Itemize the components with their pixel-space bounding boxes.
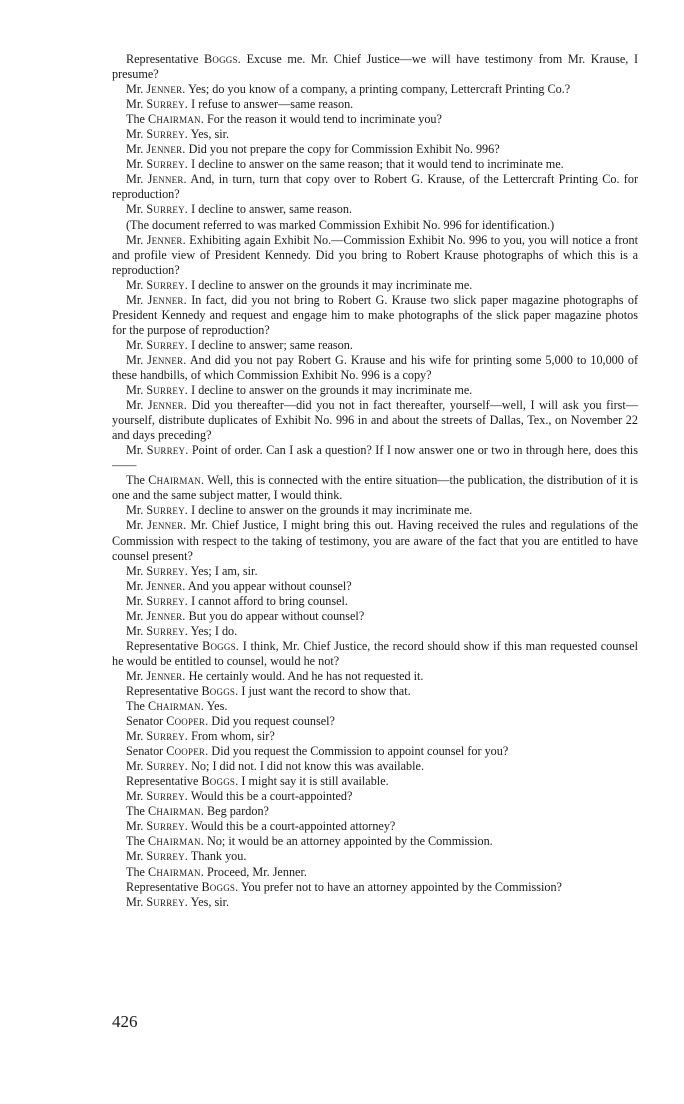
speaker-title: Mr.	[126, 232, 144, 247]
statement-text: I think, Mr. Chief Justice, the record should show if this man requested counsel he would be entitled to counsel, would he not?	[112, 638, 638, 668]
testimony-paragraph	[112, 865, 638, 880]
speaker-title: Mr.	[126, 503, 144, 518]
speaker-name: Chairman.	[148, 834, 204, 849]
statement-text: Mr. Chief Justice, I might bring this out. Having received the rules and regulations of the Commission with respect to the taking of testimony, you are aware of the fact that you are entitled to have counsel present?	[112, 518, 638, 563]
speaker-name: Jenner.	[146, 142, 186, 157]
statement-text: Did you thereafter—did you not in fact thereafter, yourself—well, I will ask you first—yourself, distribute duplicates of Exhibit No. 996 in and about the streets of Dallas, Tex., on November 22 and days preceding?	[112, 398, 639, 443]
testimony-paragraph	[112, 127, 638, 142]
speaker-name: Chairman.	[148, 864, 204, 879]
statement-text: I decline to answer on the grounds it may incriminate me.	[191, 503, 473, 518]
speaker-name: Surrey.	[146, 593, 189, 608]
statement-text: For the reason it would tend to incriminate you?	[207, 112, 442, 127]
speaker-name: Chairman.	[148, 112, 204, 127]
speaker-name: Jenner.	[146, 82, 186, 97]
testimony-paragraph	[112, 338, 638, 353]
speaker-name: Jenner.	[147, 398, 188, 413]
speaker-title: The	[126, 834, 145, 849]
speaker-name: Boggs.	[201, 774, 239, 789]
statement-text: No; I did not. I did not know this was available.	[191, 759, 424, 774]
speaker-name: Surrey.	[146, 443, 189, 458]
speaker-name: Surrey.	[146, 729, 189, 744]
speaker-title: Mr.	[126, 623, 144, 638]
statement-text: Exhibiting again Exhibit No.—Commission Exhibit No. 996 to you, you will notice a front and profile view of President Kennedy. Did you bring to Robert Krause photographs of which this is a reproduction?	[112, 232, 639, 277]
testimony-paragraph	[112, 804, 638, 819]
speaker-title: Mr.	[126, 352, 144, 367]
testimony-paragraph	[112, 52, 638, 82]
speaker-title: Mr.	[126, 759, 144, 774]
testimony-paragraph	[112, 594, 638, 609]
testimony-paragraph	[112, 699, 638, 714]
statement-text: Would this be a court-appointed?	[190, 789, 353, 804]
statement-text: And did you not pay Robert G. Krause and his wife for printing some 5,000 to 10,000 of these handbills, of which Commission Exhibit No. 996 is a copy?	[112, 352, 639, 382]
testimony-paragraph	[112, 624, 638, 639]
testimony-paragraph	[112, 97, 638, 112]
testimony-paragraph	[112, 82, 638, 97]
speaker-name: Jenner.	[146, 668, 186, 683]
speaker-title: Mr.	[126, 127, 144, 142]
speaker-title: Mr.	[126, 894, 144, 909]
testimony-paragraph	[112, 669, 638, 684]
testimony-paragraph	[112, 218, 638, 233]
speaker-title: Mr.	[126, 292, 144, 307]
testimony-paragraph	[112, 639, 638, 669]
speaker-name: Jenner.	[147, 352, 187, 367]
statement-text: Thank you.	[190, 849, 247, 864]
speaker-name: Chairman.	[148, 473, 205, 488]
testimony-paragraph	[112, 895, 638, 910]
testimony-paragraph	[112, 443, 638, 473]
speaker-title: Representative	[126, 879, 199, 894]
testimony-paragraph	[112, 880, 638, 895]
statement-text: I decline to answer; same reason.	[191, 337, 353, 352]
speaker-title: The	[126, 112, 145, 127]
statement-text: And you appear without counsel?	[187, 578, 352, 593]
speaker-title: Mr.	[126, 157, 144, 172]
statement-text: Yes.	[206, 699, 228, 714]
speaker-name: Surrey.	[146, 383, 189, 398]
statement-text: In fact, did you not bring to Robert G. Krause two slick paper magazine photographs of President Kennedy and request and engage him to make photographs of the slick paper magazine photos for the purpose of reproduction?	[112, 292, 639, 337]
speaker-title: Mr.	[126, 383, 144, 398]
testimony-paragraph	[112, 202, 638, 217]
testimony-paragraph	[112, 473, 638, 503]
testimony-paragraph	[112, 834, 638, 849]
speaker-name: Jenner.	[146, 578, 186, 593]
testimony-paragraph	[112, 157, 638, 172]
testimony-paragraph	[112, 503, 638, 518]
statement-text: I cannot afford to bring counsel.	[191, 593, 348, 608]
speaker-name: Boggs.	[201, 879, 239, 894]
testimony-paragraph	[112, 172, 638, 202]
statement-text: He certainly would. And he has not requested it.	[188, 668, 424, 683]
testimony-paragraph	[112, 233, 638, 278]
statement-text: No; it would be an attorney appointed by the Commission.	[207, 834, 493, 849]
statement-text: I decline to answer, same reason.	[191, 202, 353, 217]
speaker-name: Surrey.	[146, 503, 189, 518]
speaker-title: Mr.	[126, 277, 144, 292]
statement-text: Beg pardon?	[207, 804, 269, 819]
testimony-paragraph	[112, 579, 638, 594]
statement-text: Yes, sir.	[190, 894, 230, 909]
speaker-title: Mr.	[126, 202, 144, 217]
statement-text: Yes; I do.	[190, 623, 238, 638]
speaker-title: Representative	[126, 52, 199, 66]
testimony-paragraph	[112, 112, 638, 127]
speaker-title: Representative	[126, 774, 199, 789]
speaker-name: Surrey.	[146, 97, 189, 112]
statement-text: Did you not prepare the copy for Commission Exhibit No. 996?	[188, 142, 500, 157]
speaker-title: Mr.	[126, 729, 144, 744]
testimony-paragraph	[112, 744, 638, 759]
speaker-title: Mr.	[126, 142, 144, 157]
testimony-paragraph	[112, 684, 638, 699]
testimony-paragraph	[112, 293, 638, 338]
testimony-paragraph	[112, 789, 638, 804]
testimony-paragraph	[112, 398, 638, 443]
testimony-paragraph	[112, 759, 638, 774]
testimony-paragraph	[112, 353, 638, 383]
statement-text: Point of order. Can I ask a question? If I now answer one or two in through here, does this——	[112, 443, 639, 473]
speaker-name: Chairman.	[148, 699, 204, 714]
speaker-title: Mr.	[126, 593, 144, 608]
speaker-name: Surrey.	[146, 563, 189, 578]
statement-text: You prefer not to have an attorney appointed by the Commission?	[240, 879, 562, 894]
speaker-title: Senator	[126, 714, 164, 729]
speaker-name: Jenner.	[146, 608, 186, 623]
speaker-title: Senator	[126, 744, 164, 759]
speaker-title: Mr.	[126, 563, 144, 578]
testimony-paragraph	[112, 142, 638, 157]
statement-text: I decline to answer on the grounds it may incriminate me.	[191, 383, 473, 398]
testimony-paragraph	[112, 518, 638, 563]
speaker-title: Mr.	[126, 849, 144, 864]
statement-text: Did you request counsel?	[211, 714, 335, 729]
page-number: 426	[112, 1012, 138, 1031]
speaker-name: Surrey.	[146, 277, 189, 292]
speaker-title: Mr.	[126, 443, 144, 458]
statement-text: Yes; I am, sir.	[190, 563, 258, 578]
testimony-paragraph	[112, 714, 638, 729]
speaker-title: Mr.	[126, 668, 144, 683]
statement-text: I refuse to answer—same reason.	[191, 97, 354, 112]
speaker-name: Cooper.	[166, 744, 209, 759]
statement-text: Excuse me. Mr. Chief Justice—we will have testimony from Mr. Krause, I presume?	[112, 52, 639, 82]
speaker-name: Surrey.	[146, 202, 189, 217]
speaker-name: Jenner.	[147, 292, 187, 307]
speaker-name: Surrey.	[146, 849, 189, 864]
statement-text: I just want the record to show that.	[241, 683, 411, 698]
statement-text: I might say it is still available.	[241, 774, 389, 789]
speaker-title: The	[126, 473, 145, 488]
transcript-body	[112, 52, 638, 910]
speaker-title: Representative	[126, 683, 199, 698]
speaker-title: Mr.	[126, 819, 144, 834]
speaker-name: Surrey.	[146, 894, 189, 909]
speaker-name: Surrey.	[146, 759, 189, 774]
speaker-name: Boggs.	[202, 638, 240, 653]
speaker-title: Mr.	[126, 578, 144, 593]
testimony-paragraph	[112, 729, 638, 744]
speaker-title: The	[126, 864, 145, 879]
statement-text: But you do appear without counsel?	[188, 608, 365, 623]
speaker-title: Mr.	[126, 789, 144, 804]
testimony-paragraph	[112, 278, 638, 293]
speaker-name: Surrey.	[146, 789, 189, 804]
speaker-name: Cooper.	[166, 714, 209, 729]
speaker-name: Jenner.	[146, 232, 186, 247]
testimony-paragraph	[112, 774, 638, 789]
speaker-name: Boggs.	[204, 52, 241, 66]
testimony-paragraph	[112, 819, 638, 834]
statement-text: I decline to answer on the same reason; that it would tend to incriminate me.	[191, 157, 564, 172]
statement-text: Yes; do you know of a company, a printing company, Lettercraft Printing Co.?	[188, 82, 571, 97]
testimony-paragraph	[112, 383, 638, 398]
speaker-name: Surrey.	[146, 127, 189, 142]
speaker-name: Jenner.	[147, 172, 187, 187]
statement-text: Did you request the Commission to appoint counsel for you?	[211, 744, 509, 759]
speaker-name: Boggs.	[201, 683, 239, 698]
speaker-title: Mr.	[126, 608, 144, 623]
speaker-title: Mr.	[126, 172, 144, 187]
testimony-paragraph	[112, 609, 638, 624]
statement-text: Would this be a court-appointed attorney?	[190, 819, 396, 834]
speaker-title: Mr.	[126, 518, 144, 533]
speaker-name: Surrey.	[146, 157, 189, 172]
statement-text: Yes, sir.	[190, 127, 230, 142]
speaker-title: Mr.	[126, 337, 144, 352]
statement-text: Proceed, Mr. Jenner.	[207, 864, 307, 879]
speaker-name: Chairman.	[148, 804, 204, 819]
statement-text: I decline to answer on the grounds it may incriminate me.	[191, 277, 473, 292]
statement-text: From whom, sir?	[191, 729, 275, 744]
speaker-title: The	[126, 699, 145, 714]
speaker-title: Representative	[126, 638, 199, 653]
speaker-name: Surrey.	[146, 623, 189, 638]
speaker-name: Surrey.	[146, 337, 189, 352]
statement-text: (The document referred to was marked Commission Exhibit No. 996 for identification.)	[126, 217, 555, 232]
testimony-paragraph	[112, 564, 638, 579]
statement-text: Well, this is connected with the entire situation—the publication, the distribution of it is one and the same subject matter, I would think.	[112, 473, 638, 503]
speaker-title: The	[126, 804, 145, 819]
speaker-name: Surrey.	[146, 819, 189, 834]
speaker-title: Mr.	[126, 97, 144, 112]
speaker-title: Mr.	[126, 398, 144, 413]
testimony-paragraph	[112, 849, 638, 864]
speaker-name: Jenner.	[147, 518, 187, 533]
speaker-title: Mr.	[126, 82, 144, 97]
statement-text: And, in turn, turn that copy over to Robert G. Krause, of the Lettercraft Printing Co. for reproduction?	[112, 172, 639, 202]
